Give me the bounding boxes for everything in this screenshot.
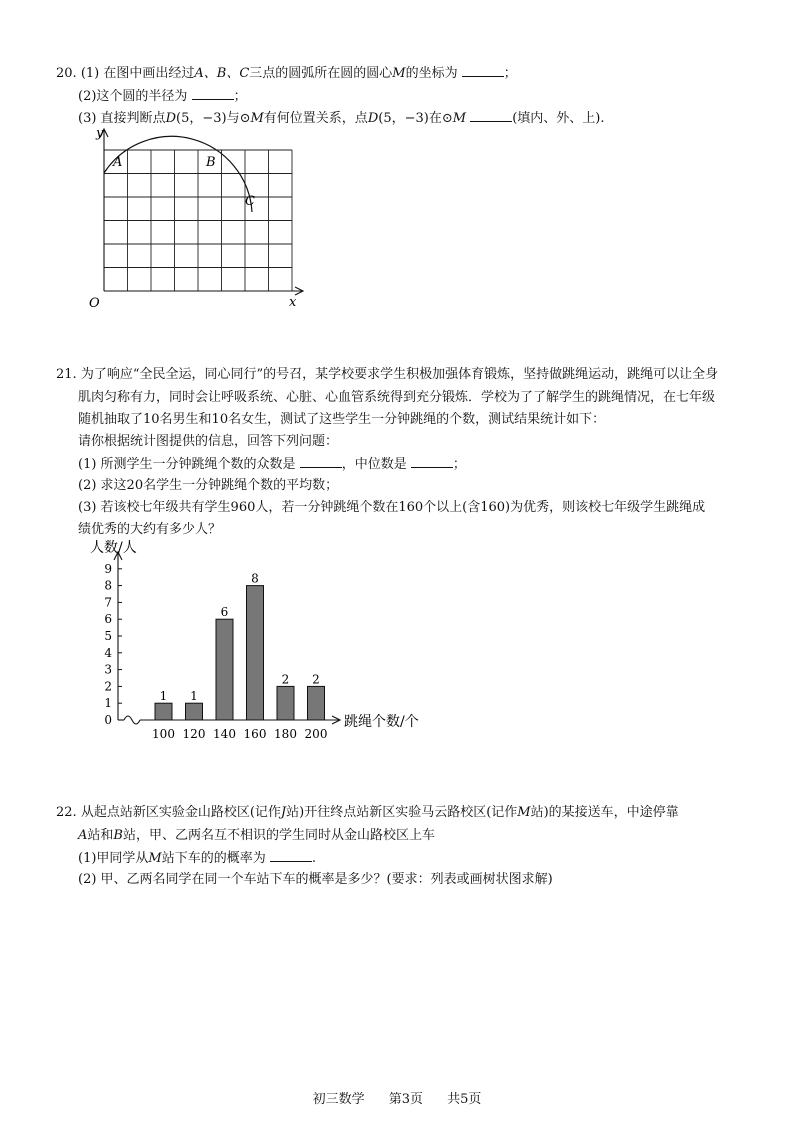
answer-blank[interactable] — [411, 455, 453, 468]
q21-line4: 请你根据统计图提供的信息，回答下列问题： — [78, 434, 339, 449]
x-tick-label: 140 — [213, 727, 236, 741]
q22-line4: (2) 甲、乙两名同学在同一个车站下车的概率是多少？(要求：列表或画树状图求解) — [78, 872, 553, 887]
y-axis-label: y — [96, 126, 104, 141]
footer-page: 第3页 — [388, 1092, 423, 1107]
x-tick-label: 160 — [243, 727, 267, 741]
y-tick-label: 4 — [104, 645, 112, 660]
q21-line6: (2) 求这20名学生一分钟跳绳个数的平均数； — [78, 478, 339, 493]
x-tick-label: 200 — [304, 727, 328, 741]
q21-line7: (3) 若该校七年级共有学生960人，若一分钟跳绳个数在160个以上(含160)为优秀，则该校七年级学生跳绳成 — [78, 500, 706, 515]
x-tick-label: 100 — [152, 727, 175, 741]
q20-part2: (2)这个圆的半径为 ； — [78, 89, 247, 104]
footer-total: 共5页 — [447, 1092, 482, 1107]
y-tick-label: 6 — [104, 612, 112, 627]
bar-value-label: 1 — [159, 689, 168, 704]
y-tick-label: 3 — [104, 662, 112, 677]
x-axis-title: 跳绳个数/个 — [344, 714, 419, 730]
bar — [277, 686, 294, 720]
bar — [216, 619, 233, 720]
bar-value-label: 2 — [312, 672, 320, 687]
x-axis-label: x — [289, 295, 297, 310]
origin-label: O — [89, 296, 100, 311]
answer-blank[interactable] — [300, 455, 342, 468]
answer-blank[interactable] — [470, 109, 512, 122]
answer-blank[interactable] — [270, 849, 312, 862]
point-a-label: A — [113, 155, 123, 170]
q22-line3: (1)甲同学从M站下车的的概率为 . — [78, 851, 317, 866]
bar — [186, 703, 203, 720]
bar-value-label: 8 — [251, 571, 259, 586]
q22-line2: A站和B站，甲、乙两名互不相识的学生同时从金山路校区上车 — [78, 828, 435, 843]
answer-blank[interactable] — [192, 87, 234, 100]
y-axis-title: 人数/人 — [90, 540, 137, 556]
q20-part3: (3) 直接判断点D(5，−3)与⊙M有何位置关系，点D(5，−3)在⊙M (填内、外、上). — [78, 111, 605, 126]
jump-rope-bar-chart — [88, 538, 448, 744]
x-tick-label: 180 — [274, 727, 297, 741]
y-tick-label: 0 — [104, 713, 112, 727]
x-tick-label: 120 — [182, 727, 206, 741]
point-c-label: C — [245, 194, 255, 209]
bar-value-label: 2 — [281, 672, 290, 687]
axis-break — [124, 716, 140, 724]
bar — [247, 586, 264, 720]
y-tick-label: 1 — [104, 696, 112, 711]
y-tick-label: 2 — [104, 679, 112, 694]
bar — [308, 686, 325, 720]
grid-lines — [104, 150, 292, 291]
page-footer — [0, 1088, 794, 1107]
bar-value-label: 6 — [220, 605, 229, 620]
axes — [100, 129, 303, 295]
q21-line5: (1) 所测学生一分钟跳绳个数的众数是 ，中位数是 ； — [78, 457, 466, 472]
bar-value-label: 1 — [190, 689, 198, 704]
q21-line8: 绩优秀的大约有多少人？ — [78, 522, 222, 537]
y-tick-label: 8 — [104, 578, 112, 593]
y-tick-label: 7 — [104, 595, 112, 610]
q21-line2: 肌肉匀称有力，同时会让呼吸系统、心脏、心血管系统得到充分锻炼．学校为了了解学生的跳绳情况，在七年级 — [78, 390, 716, 405]
coordinate-grid-figure — [84, 126, 324, 316]
y-tick-label: 5 — [104, 629, 112, 643]
arc-abc — [104, 136, 252, 212]
q21-line1: 21. 为了响应“全民全运，同心同行”的号召，某学校要求学生积极加强体育锻炼，坚持做跳绳运动，跳绳可以让全身 — [56, 367, 719, 382]
bar — [155, 703, 172, 720]
y-tick-label: 9 — [104, 561, 112, 576]
footer-subject: 初三数学 — [312, 1092, 365, 1107]
q20-part1: 20. (1) 在图中画出经过A、B、C三点的圆弧所在圆的圆心M的坐标为 ； — [56, 66, 517, 81]
q21-line3: 随机抽取了10名男生和10名女生，测试了这些学生一分钟跳绳的个数，测试结果统计如下： — [78, 412, 606, 427]
point-b-label: B — [206, 155, 216, 170]
answer-blank[interactable] — [462, 64, 504, 77]
q22-line1: 22. 从起点站新区实验金山路校区(记作J站)开往终点站新区实验马云路校区(记作M站)的某接送车，中途停靠 — [56, 805, 679, 820]
